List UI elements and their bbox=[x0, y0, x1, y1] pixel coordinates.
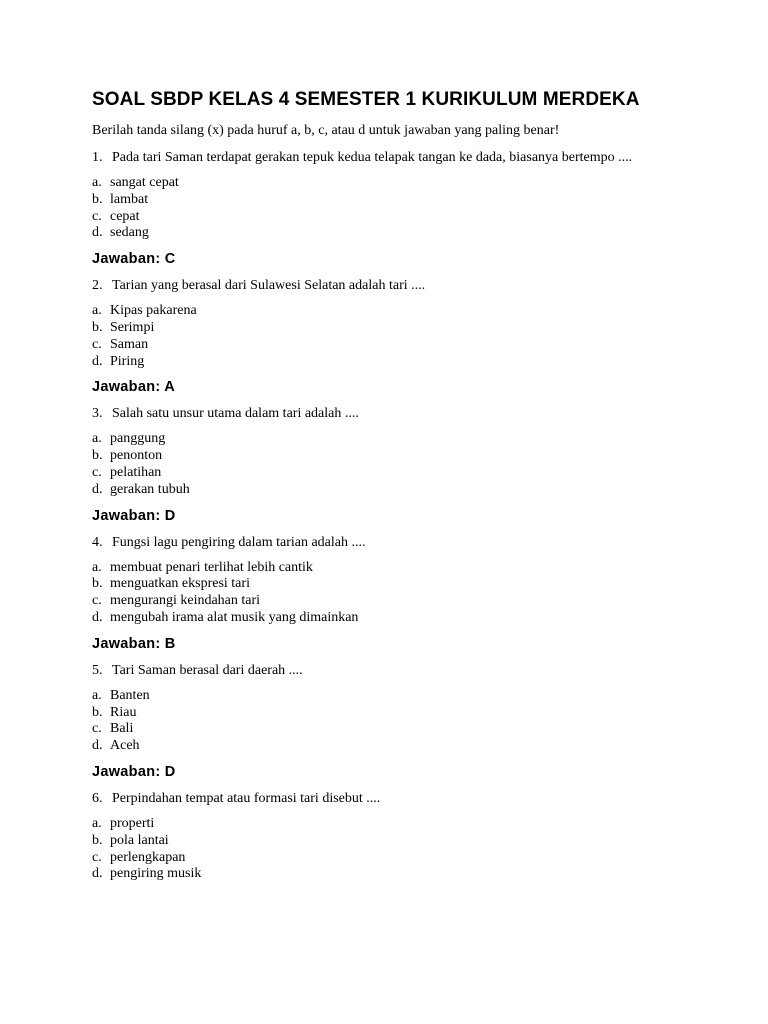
option-label: d. bbox=[92, 738, 103, 754]
question-number: 6. bbox=[92, 790, 103, 806]
answer-key: Jawaban: D bbox=[92, 763, 176, 780]
question-body: Tarian yang berasal dari Sulawesi Selatan adalah tari .... bbox=[112, 278, 426, 294]
question-block bbox=[92, 149, 732, 268]
option-list bbox=[92, 431, 732, 498]
option-label: c. bbox=[92, 721, 102, 737]
option-item bbox=[92, 465, 732, 482]
option-text: membuat penari terlihat lebih cantik bbox=[110, 559, 313, 575]
option-label: c. bbox=[92, 593, 102, 609]
question-text bbox=[92, 405, 732, 422]
option-text: mengurangi keindahan tari bbox=[110, 593, 261, 609]
question-body: Perpindahan tempat atau formasi tari disebut .... bbox=[112, 790, 381, 806]
option-list bbox=[92, 816, 732, 883]
question-list bbox=[92, 149, 732, 883]
option-item bbox=[92, 448, 732, 465]
option-label: c. bbox=[92, 336, 102, 352]
option-text: Riau bbox=[110, 704, 137, 720]
option-item bbox=[92, 721, 732, 738]
option-text: sangat cepat bbox=[110, 175, 179, 190]
option-label: a. bbox=[92, 431, 102, 447]
option-text: pengiring musik bbox=[110, 866, 202, 882]
option-item bbox=[92, 610, 732, 627]
option-text: penonton bbox=[110, 448, 163, 464]
option-label: b. bbox=[92, 704, 103, 720]
option-text: properti bbox=[110, 815, 155, 831]
option-text: Serimpi bbox=[110, 319, 155, 335]
question-text bbox=[92, 277, 732, 294]
question-body: Salah satu unsur utama dalam tari adalah .... bbox=[112, 406, 359, 422]
option-label: d. bbox=[92, 225, 103, 241]
option-label: b. bbox=[92, 832, 103, 848]
option-text: pola lantai bbox=[110, 832, 169, 848]
option-item bbox=[92, 816, 732, 833]
question-block bbox=[92, 534, 732, 653]
option-item bbox=[92, 688, 732, 705]
option-item bbox=[92, 738, 732, 755]
question-number: 1. bbox=[92, 150, 103, 165]
option-label: d. bbox=[92, 866, 103, 882]
option-label: d. bbox=[92, 353, 103, 369]
option-text: perlengkapan bbox=[110, 849, 186, 865]
option-text: mengubah irama alat musik yang dimainkan bbox=[110, 609, 359, 625]
option-label: b. bbox=[92, 576, 103, 592]
question-body: Pada tari Saman terdapat gerakan tepuk kedua telapak tangan ke dada, biasanya bertempo .... bbox=[112, 150, 633, 165]
question-body: Fungsi lagu pengiring dalam tarian adalah .... bbox=[112, 534, 366, 550]
option-item bbox=[92, 209, 732, 226]
option-label: a. bbox=[92, 303, 102, 319]
question-number: 3. bbox=[92, 406, 103, 422]
option-text: Aceh bbox=[110, 738, 140, 754]
option-item bbox=[92, 303, 732, 320]
option-text: pelatihan bbox=[110, 464, 162, 480]
option-item bbox=[92, 850, 732, 867]
option-text: Banten bbox=[110, 687, 150, 703]
option-label: b. bbox=[92, 448, 103, 464]
answer-key: Jawaban: D bbox=[92, 507, 176, 524]
question-text bbox=[92, 149, 732, 166]
option-text: panggung bbox=[110, 431, 166, 447]
answer-key: Jawaban: A bbox=[92, 379, 176, 396]
option-label: d. bbox=[92, 481, 103, 497]
option-item bbox=[92, 560, 732, 577]
option-list bbox=[92, 175, 732, 242]
option-item bbox=[92, 192, 732, 209]
option-label: b. bbox=[92, 191, 103, 207]
option-text: Piring bbox=[110, 353, 145, 369]
option-text: lambat bbox=[110, 191, 149, 207]
option-text: cepat bbox=[110, 208, 140, 224]
option-item bbox=[92, 175, 732, 192]
option-item bbox=[92, 431, 732, 448]
option-item bbox=[92, 354, 732, 371]
option-item bbox=[92, 833, 732, 850]
document-title: SOAL SBDP KELAS 4 SEMESTER 1 KURIKULUM MERDEKA bbox=[92, 89, 640, 110]
question-block bbox=[92, 662, 732, 781]
option-item bbox=[92, 866, 732, 883]
option-item bbox=[92, 705, 732, 722]
option-label: a. bbox=[92, 687, 102, 703]
option-item bbox=[92, 482, 732, 499]
option-label: c. bbox=[92, 208, 102, 224]
instruction-text: Berilah tanda silang (x) pada huruf a, b, c, atau d untuk jawaban yang paling benar! bbox=[92, 123, 560, 138]
option-label: a. bbox=[92, 175, 102, 190]
question-number: 2. bbox=[92, 278, 103, 294]
option-item bbox=[92, 576, 732, 593]
option-text: Bali bbox=[110, 721, 134, 737]
option-label: a. bbox=[92, 815, 102, 831]
question-number: 5. bbox=[92, 662, 103, 678]
option-list bbox=[92, 303, 732, 370]
option-label: c. bbox=[92, 464, 102, 480]
option-text: Saman bbox=[110, 336, 149, 352]
option-label: c. bbox=[92, 849, 102, 865]
option-text: gerakan tubuh bbox=[110, 481, 190, 497]
option-item bbox=[92, 225, 732, 242]
option-label: a. bbox=[92, 559, 102, 575]
option-label: b. bbox=[92, 319, 103, 335]
option-item bbox=[92, 593, 732, 610]
option-list bbox=[92, 688, 732, 755]
option-text: sedang bbox=[110, 225, 149, 241]
option-item bbox=[92, 320, 732, 337]
question-text bbox=[92, 662, 732, 679]
question-body: Tari Saman berasal dari daerah .... bbox=[112, 662, 303, 678]
answer-key: Jawaban: B bbox=[92, 635, 176, 652]
question-block bbox=[92, 790, 732, 883]
option-text: Kipas pakarena bbox=[110, 303, 197, 319]
answer-key: Jawaban: C bbox=[92, 251, 176, 268]
option-text: menguatkan ekspresi tari bbox=[110, 576, 250, 592]
question-number: 4. bbox=[92, 534, 103, 550]
option-label: d. bbox=[92, 609, 103, 625]
question-block bbox=[92, 405, 732, 524]
question-text bbox=[92, 534, 732, 551]
document-page bbox=[92, 88, 732, 891]
option-list bbox=[92, 560, 732, 627]
question-text bbox=[92, 790, 732, 807]
question-block bbox=[92, 277, 732, 396]
option-item bbox=[92, 337, 732, 354]
